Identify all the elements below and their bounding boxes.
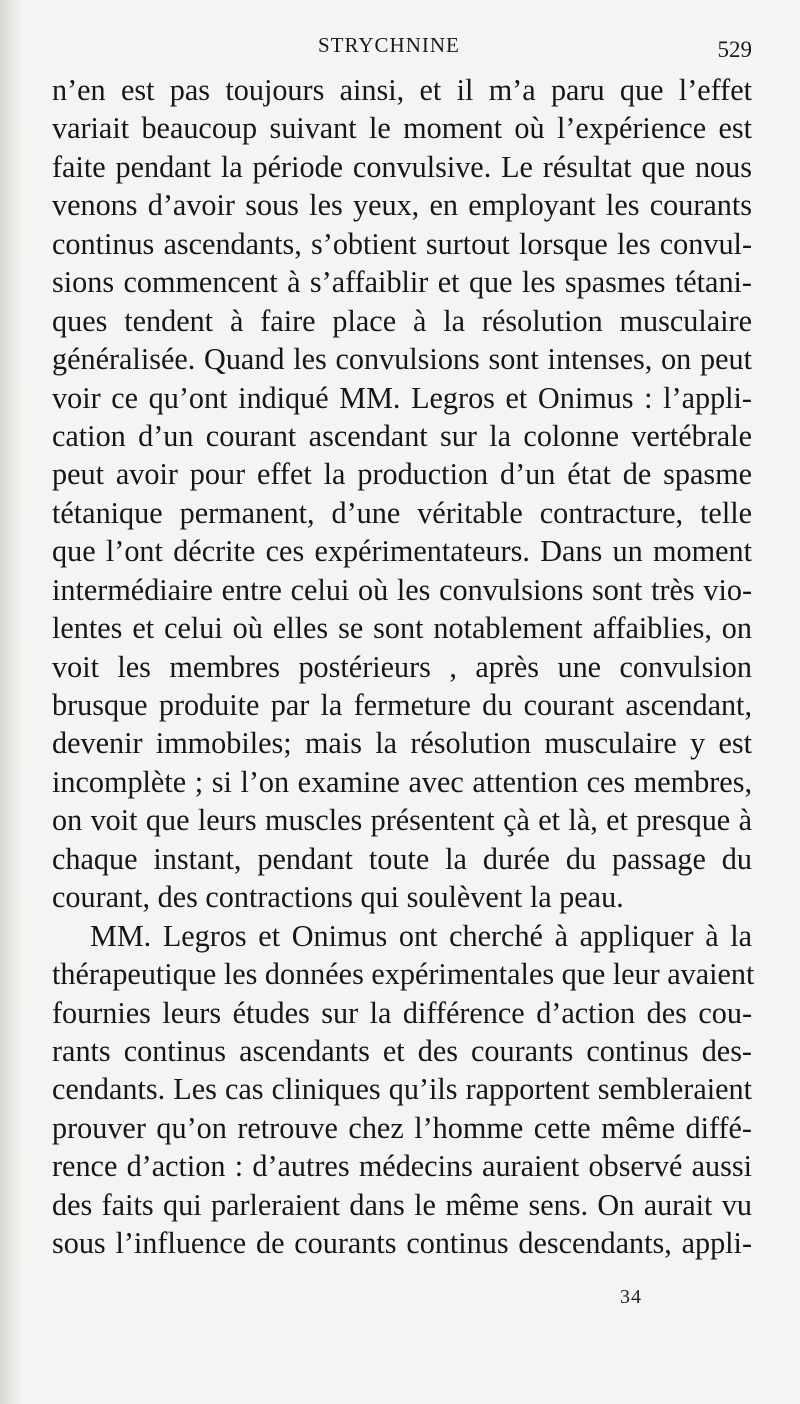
text-line: prouver qu’on retrouve chez l’homme cette même diffé- <box>52 1110 752 1145</box>
text-line: faite pendant la période convulsive. Le résultat que nous <box>52 149 752 184</box>
text-line: rants continus ascendants et des courants continus des- <box>52 1033 752 1068</box>
text-line: incomplète ; si l’on examine avec attention ces membres, <box>52 764 752 799</box>
text-line: voit les membres postérieurs , après une convulsion <box>52 649 752 684</box>
text-line: généralisée. Quand les convulsions sont intenses, on peut <box>52 342 752 377</box>
text-line: chaque instant, pendant toute la durée du passage du <box>52 841 752 876</box>
text-line: courant, des contractions qui soulèvent la peau. <box>52 880 624 915</box>
text-line: lentes et celui où elles se sont notablement affaiblies, on <box>52 611 752 646</box>
text-line: brusque produite par la fermeture du courant ascendant, <box>52 688 752 722</box>
text-line: rence d’action : d’autres médecins auraient observé aussi <box>52 1149 752 1184</box>
running-title: STRYCHNINE <box>318 33 460 57</box>
text-line: continus ascendants, s’obtient surtout lorsque les convul- <box>52 226 752 261</box>
text-line: que l’ont décrite ces expérimentateurs. Dans un moment <box>52 534 752 569</box>
text-line: thérapeutique les données expérimentales que leur avaient <box>52 957 755 992</box>
text-line: cation d’un courant ascendant sur la colonne vertébrale <box>52 418 752 453</box>
page-number: 529 <box>717 37 752 62</box>
text-line: voir ce qu’ont indiqué MM. Legros et Onimus : l’appli- <box>52 380 752 415</box>
text-line: n’en est pas toujours ainsi, et il m’a paru que l’effet <box>52 73 752 107</box>
text-line: ques tendent à faire place à la résolution musculaire <box>52 303 752 338</box>
page-header <box>0 33 800 61</box>
body-text <box>52 71 755 1263</box>
page-edge-shadow <box>0 0 22 1404</box>
text-line: sous l’influence de courants continus descendants, appli- <box>52 1226 752 1261</box>
text-line: venons d’avoir sous les yeux, en employant les courants <box>52 188 752 223</box>
text-line: variait beaucoup suivant le moment où l’expérience est <box>52 111 752 146</box>
text-line: sions commencent à s’affaiblir et que les spasmes tétani- <box>52 265 752 300</box>
paragraph-1 <box>52 71 752 917</box>
text-line: tétanique permanent, d’une véritable contracture, telle <box>52 495 752 530</box>
text-line: MM. Legros et Onimus ont cherché à appliquer à la <box>90 918 752 953</box>
paragraph-2 <box>52 917 755 1263</box>
signature-mark: 34 <box>620 1286 642 1308</box>
text-line: cendants. Les cas cliniques qu’ils rapportent sembleraient <box>52 1072 752 1107</box>
text-line: fournies leurs études sur la différence d’action des cou- <box>52 995 752 1030</box>
text-line: intermédiaire entre celui où les convulsions sont très vio- <box>52 572 752 607</box>
text-line: on voit que leurs muscles présentent çà et là, et presque à <box>52 803 752 838</box>
text-line: peut avoir pour effet la production d’un état de spasme <box>52 457 752 492</box>
text-line: devenir immobiles; mais la résolution musculaire y est <box>52 726 752 761</box>
text-line: des faits qui parleraient dans le même sens. On aurait vu <box>52 1187 752 1222</box>
